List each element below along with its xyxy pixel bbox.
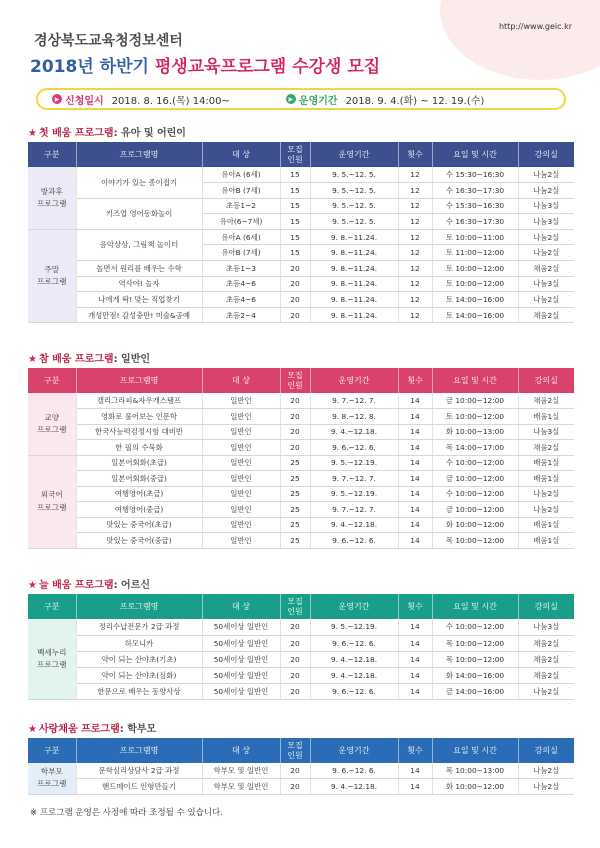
target-cell: 50세이상 일반인: [202, 635, 280, 651]
program-name: 영화로 풀어보는 인문학: [76, 409, 202, 425]
period-cell: 9. 7.~12. 7.: [310, 393, 398, 409]
column-header: 횟수: [398, 142, 432, 167]
column-header: 강의실: [518, 594, 574, 619]
schedule-cell: 수 10:00~12:00: [432, 619, 518, 635]
schedule-cell: 목 10:00~12:00: [432, 533, 518, 549]
target-cell: 일반인: [202, 486, 280, 502]
period-cell: 9. 4.~12.18.: [310, 517, 398, 533]
column-header: 운영기간: [310, 368, 398, 393]
room-cell: 나눔2실: [518, 779, 574, 795]
sessions-cell: 14: [398, 440, 432, 456]
room-cell: 배움1실: [518, 471, 574, 487]
section-audience: : 학부모: [119, 724, 157, 735]
column-header: 구분: [28, 142, 76, 167]
column-header: 구분: [28, 738, 76, 763]
decorative-circle: [440, 0, 600, 80]
program-name: 하모니카: [76, 635, 202, 651]
apply-label: 신청일시: [65, 95, 104, 107]
column-header: 대 상: [202, 368, 280, 393]
room-cell: 나눔3실: [518, 424, 574, 440]
schedule-cell: 토 11:00~12:00: [432, 245, 518, 261]
sessions-cell: 12: [398, 183, 432, 199]
table-row: [28, 455, 574, 471]
capacity-cell: 15: [280, 229, 310, 245]
capacity-cell: 20: [280, 307, 310, 323]
capacity-cell: 15: [280, 245, 310, 261]
room-cell: 나눔2실: [518, 502, 574, 518]
period-cell: 9. 4.~12.18.: [310, 424, 398, 440]
target-cell: 50세이상 일반인: [202, 619, 280, 635]
column-header: 프로그램명: [76, 594, 202, 619]
target-cell: 일반인: [202, 409, 280, 425]
period-cell: 9. 8.~11.24.: [310, 276, 398, 292]
column-header: 운영기간: [310, 594, 398, 619]
room-cell: 나눔2실: [518, 229, 574, 245]
sessions-cell: 12: [398, 214, 432, 230]
table-row: [28, 486, 574, 502]
program-name: 맛있는 중국어(초급): [76, 517, 202, 533]
schedule-cell: 화 10:00~12:00: [432, 517, 518, 533]
room-cell: 채움2실: [518, 440, 574, 456]
sessions-cell: 12: [398, 261, 432, 277]
table-row: [28, 409, 574, 425]
period-cell: 9. 8.~11.24.: [310, 292, 398, 308]
column-header: 요일 및 시간: [432, 738, 518, 763]
capacity-cell: 20: [280, 779, 310, 795]
room-cell: 배움1실: [518, 533, 574, 549]
capacity-cell: 20: [280, 619, 310, 635]
sessions-cell: 14: [398, 667, 432, 683]
column-header: 대 상: [202, 738, 280, 763]
period-cell: 9. 8.~11.24.: [310, 261, 398, 277]
capacity-cell: 20: [280, 667, 310, 683]
star-icon: ★: [28, 128, 37, 139]
room-cell: 나눔3실: [518, 619, 574, 635]
program-table: [28, 738, 574, 795]
room-cell: 채움2실: [518, 393, 574, 409]
period-cell: 9. 6.~12. 6.: [310, 440, 398, 456]
sessions-cell: 12: [398, 307, 432, 323]
website-url: http://www.geic.kr: [498, 22, 572, 31]
schedule-cell: 금 10:00~12:00: [432, 471, 518, 487]
program-name: 문학심리상담사 2급 과정: [76, 763, 202, 779]
section-title: [28, 126, 574, 142]
capacity-cell: 20: [280, 683, 310, 699]
room-cell: 나눔2실: [518, 292, 574, 308]
sessions-cell: 14: [398, 486, 432, 502]
column-header: 대 상: [202, 142, 280, 167]
table-row: [28, 517, 574, 533]
period-cell: 9. 5.~12. 5.: [310, 198, 398, 214]
category-label: 방과후 프로그램: [37, 186, 67, 208]
target-cell: 학부모 및 일반인: [202, 763, 280, 779]
table-row: [28, 533, 574, 549]
table-row: [28, 440, 574, 456]
capacity-cell: 20: [280, 409, 310, 425]
period-cell: 9. 5.~12.19.: [310, 619, 398, 635]
capacity-cell: 15: [280, 214, 310, 230]
capacity-cell: 20: [280, 440, 310, 456]
room-cell: 채움2실: [518, 667, 574, 683]
section-name: 늘 배움 프로그램: [38, 580, 114, 591]
schedule-cell: 목 14:00~17:00: [432, 440, 518, 456]
section-audience: : 일반인: [113, 354, 151, 365]
table-row: [28, 619, 574, 635]
room-cell: 채움2실: [518, 261, 574, 277]
sessions-cell: 12: [398, 292, 432, 308]
period-cell: 9. 8.~11.24.: [310, 245, 398, 261]
section-name: 사랑채움 프로그램: [38, 724, 120, 735]
section-audience: : 어르신: [113, 580, 151, 591]
program-name: 맛있는 중국어(중급): [76, 533, 202, 549]
target-cell: 유아A (6세): [202, 229, 280, 245]
period-cell: 9. 5.~12. 5.: [310, 214, 398, 230]
program-name: 일본어회화(중급): [76, 471, 202, 487]
sessions-cell: 14: [398, 517, 432, 533]
schedule-cell: 토 10:00~12:00: [432, 276, 518, 292]
section-name: 참 배움 프로그램: [38, 354, 114, 365]
capacity-cell: 15: [280, 198, 310, 214]
schedule-cell: 수 16:30~17:30: [432, 214, 518, 230]
sessions-cell: 14: [398, 471, 432, 487]
target-cell: 유아B (7세): [202, 183, 280, 199]
category-cell: [28, 619, 76, 699]
sessions-cell: 14: [398, 651, 432, 667]
play-icon: ▶: [52, 94, 62, 104]
header-row: [28, 738, 574, 763]
header-row: [28, 594, 574, 619]
sessions-cell: 12: [398, 276, 432, 292]
section-title: [28, 722, 574, 738]
column-header: 모집 인원: [280, 142, 310, 167]
sessions-cell: 12: [398, 198, 432, 214]
period-cell: 9. 4.~12.18.: [310, 779, 398, 795]
sessions-cell: 14: [398, 683, 432, 699]
schedule-cell: 수 15:30~16:30: [432, 167, 518, 183]
schedule-cell: 목 10:00~12:00: [432, 635, 518, 651]
sessions-cell: 14: [398, 409, 432, 425]
table-row: [28, 393, 574, 409]
sessions-cell: 14: [398, 619, 432, 635]
section-kids: [28, 126, 574, 323]
period-cell: 9. 7.~12. 7.: [310, 502, 398, 518]
target-cell: 초등4~6: [202, 276, 280, 292]
table-row: [28, 229, 574, 245]
period-cell: 9. 8.~11.24.: [310, 229, 398, 245]
period-cell: 9. 6.~12. 6.: [310, 533, 398, 549]
capacity-cell: 25: [280, 455, 310, 471]
column-header: 횟수: [398, 594, 432, 619]
schedule-cell: 수 15:30~16:30: [432, 198, 518, 214]
capacity-cell: 15: [280, 167, 310, 183]
sessions-cell: 14: [398, 533, 432, 549]
column-header: 운영기간: [310, 142, 398, 167]
page-title: [30, 52, 380, 77]
room-cell: 배움1실: [518, 409, 574, 425]
column-header: 모집 인원: [280, 738, 310, 763]
room-cell: 나눔2실: [518, 683, 574, 699]
capacity-cell: 20: [280, 635, 310, 651]
table-row: [28, 424, 574, 440]
period-label: 운영기간: [298, 95, 338, 107]
target-cell: 일반인: [202, 471, 280, 487]
sessions-cell: 12: [398, 229, 432, 245]
target-cell: 유아(6~7세): [202, 214, 280, 230]
target-cell: 학부모 및 일반인: [202, 779, 280, 795]
star-icon: ★: [28, 580, 37, 591]
program-name: 캘리그라피&자우개스탬프: [76, 393, 202, 409]
room-cell: 채움2실: [518, 651, 574, 667]
table-row: [28, 276, 574, 292]
schedule-cell: 토 10:00~12:00: [432, 261, 518, 277]
header-row: [28, 368, 574, 393]
capacity-cell: 20: [280, 261, 310, 277]
program-name: 약이 되는 산야초(기초): [76, 651, 202, 667]
sessions-cell: 14: [398, 424, 432, 440]
capacity-cell: 20: [280, 292, 310, 308]
table-row: [28, 667, 574, 683]
period-cell: 9. 8.~12. 8.: [310, 409, 398, 425]
schedule-cell: 토 14:00~16:00: [432, 307, 518, 323]
target-cell: 일반인: [202, 533, 280, 549]
room-cell: 나눔2실: [518, 245, 574, 261]
program-table: [28, 142, 574, 323]
table-row: [28, 261, 574, 277]
room-cell: 배움1실: [518, 455, 574, 471]
column-header: 구분: [28, 594, 76, 619]
target-cell: 유아B (7세): [202, 245, 280, 261]
target-cell: 일반인: [202, 502, 280, 518]
column-header: 요일 및 시간: [432, 594, 518, 619]
table-row: [28, 292, 574, 308]
program-name: 키즈업 영어동화놀이: [76, 198, 202, 229]
period-value: 2018. 9. 4.(화) ~ 12. 19.(수): [345, 95, 485, 107]
table-row: [28, 307, 574, 323]
room-cell: 채움2실: [518, 307, 574, 323]
target-cell: 일반인: [202, 424, 280, 440]
apply-info: [52, 92, 230, 107]
category-label: 외국어 프로그램: [37, 490, 67, 512]
period-cell: 9. 8.~11.24.: [310, 307, 398, 323]
section-seniors: [28, 578, 574, 700]
sessions-cell: 14: [398, 763, 432, 779]
schedule-cell: 목 10:00~12:00: [432, 651, 518, 667]
target-cell: 초등2~4: [202, 307, 280, 323]
period-cell: 9. 6.~12. 6.: [310, 763, 398, 779]
sessions-cell: 12: [398, 167, 432, 183]
table-row: [28, 198, 574, 214]
target-cell: 초등1~2: [202, 198, 280, 214]
room-cell: 나눔2실: [518, 763, 574, 779]
column-header: 운영기간: [310, 738, 398, 763]
program-name: 여행영어(중급): [76, 502, 202, 518]
capacity-cell: 20: [280, 393, 310, 409]
title-highlight: 평생교육프로그램 수강생 모집: [154, 57, 381, 77]
capacity-cell: 25: [280, 517, 310, 533]
info-bar: [36, 88, 566, 110]
capacity-cell: 20: [280, 763, 310, 779]
category-label: 주말 프로그램: [37, 265, 67, 287]
sessions-cell: 14: [398, 455, 432, 471]
apply-value: 2018. 8. 16.(목) 14:00~: [111, 95, 230, 107]
program-name: 핸드메이드 인형만들기: [76, 779, 202, 795]
column-header: 요일 및 시간: [432, 368, 518, 393]
program-name: 음악상상, 그림책 놀이터: [76, 229, 202, 260]
target-cell: 50세이상 일반인: [202, 651, 280, 667]
schedule-cell: 토 14:00~16:00: [432, 292, 518, 308]
target-cell: 초등1~3: [202, 261, 280, 277]
schedule-cell: 금 14:00~16:00: [432, 683, 518, 699]
table-row: [28, 683, 574, 699]
capacity-cell: 25: [280, 533, 310, 549]
program-name: 한 필의 수묵화: [76, 440, 202, 456]
category-cell: [28, 229, 76, 323]
column-header: 모집 인원: [280, 368, 310, 393]
organization-name: 경상북도교육청정보센터: [34, 33, 183, 49]
table-row: [28, 471, 574, 487]
program-name: 정리수납전문가 2급 과정: [76, 619, 202, 635]
category-cell: [28, 393, 76, 455]
program-table: [28, 594, 574, 700]
schedule-cell: 금 10:00~12:00: [432, 502, 518, 518]
header-row: [28, 142, 574, 167]
target-cell: 초등4~6: [202, 292, 280, 308]
category-label: 학부모 프로그램: [37, 767, 67, 789]
program-table: [28, 368, 574, 549]
schedule-cell: 화 10:00~13:00: [432, 424, 518, 440]
schedule-cell: 수 10:00~12:00: [432, 455, 518, 471]
period-cell: 9. 4.~12.18.: [310, 651, 398, 667]
program-name: 여행영어(초급): [76, 486, 202, 502]
capacity-cell: 25: [280, 471, 310, 487]
room-cell: 채움2실: [518, 635, 574, 651]
category-cell: [28, 455, 76, 548]
schedule-cell: 토 10:00~11:00: [432, 229, 518, 245]
section-title: [28, 578, 574, 594]
schedule-cell: 화 14:00~16:00: [432, 667, 518, 683]
sessions-cell: 14: [398, 779, 432, 795]
section-adults: [28, 352, 574, 549]
section-name: 첫 배움 프로그램: [38, 128, 114, 139]
schedule-cell: 금 10:00~12:00: [432, 393, 518, 409]
title-year: 2018년 하반기: [30, 57, 155, 77]
program-name: 놀면서 원리를 배우는 수학: [76, 261, 202, 277]
program-name: 일본어회화(초급): [76, 455, 202, 471]
sessions-cell: 14: [398, 393, 432, 409]
category-cell: [28, 167, 76, 229]
section-title: [28, 352, 574, 368]
program-name: 이야기가 있는 종이접기: [76, 167, 202, 198]
program-name: 한국사능력검정시험 대비반: [76, 424, 202, 440]
table-row: [28, 779, 574, 795]
section-parents: [28, 722, 574, 795]
capacity-cell: 20: [280, 651, 310, 667]
room-cell: 나눔3실: [518, 198, 574, 214]
room-cell: 나눔3실: [518, 276, 574, 292]
table-row: [28, 167, 574, 183]
period-cell: 9. 7.~12. 7.: [310, 471, 398, 487]
column-header: 강의실: [518, 738, 574, 763]
column-header: 강의실: [518, 142, 574, 167]
room-cell: 나눔3실: [518, 214, 574, 230]
program-name: 약이 되는 산야초(심화): [76, 667, 202, 683]
room-cell: 배움1실: [518, 517, 574, 533]
schedule-cell: 토 10:00~12:00: [432, 409, 518, 425]
target-cell: 50세이상 일반인: [202, 683, 280, 699]
category-label: 백세누리 프로그램: [37, 647, 67, 669]
program-name: 나에게 딱! 맞는 직업찾기: [76, 292, 202, 308]
room-cell: 나눔2실: [518, 486, 574, 502]
schedule-cell: 화 10:00~12:00: [432, 779, 518, 795]
period-cell: 9. 6.~12. 6.: [310, 635, 398, 651]
table-row: [28, 763, 574, 779]
column-header: 강의실: [518, 368, 574, 393]
column-header: 요일 및 시간: [432, 142, 518, 167]
column-header: 대 상: [202, 594, 280, 619]
period-cell: 9. 5.~12. 5.: [310, 167, 398, 183]
column-header: 횟수: [398, 368, 432, 393]
target-cell: 일반인: [202, 393, 280, 409]
category-label: 교양 프로그램: [37, 412, 67, 434]
period-info: [286, 92, 484, 107]
program-name: 역사야! 놀자: [76, 276, 202, 292]
period-cell: 9. 6.~12. 6.: [310, 683, 398, 699]
target-cell: 일반인: [202, 440, 280, 456]
schedule-cell: 수 10:00~12:00: [432, 486, 518, 502]
capacity-cell: 20: [280, 276, 310, 292]
sessions-cell: 12: [398, 245, 432, 261]
column-header: 구분: [28, 368, 76, 393]
period-cell: 9. 5.~12.19.: [310, 486, 398, 502]
target-cell: 일반인: [202, 517, 280, 533]
section-audience: : 유아 및 어린이: [113, 128, 186, 139]
column-header: 프로그램명: [76, 142, 202, 167]
period-cell: 9. 5.~12. 5.: [310, 183, 398, 199]
table-row: [28, 651, 574, 667]
sessions-cell: 14: [398, 502, 432, 518]
period-cell: 9. 5.~12.19.: [310, 455, 398, 471]
program-name: 한문으로 배우는 동양사상: [76, 683, 202, 699]
room-cell: 나눔2실: [518, 183, 574, 199]
schedule-cell: 수 16:30~17:30: [432, 183, 518, 199]
capacity-cell: 25: [280, 502, 310, 518]
column-header: 횟수: [398, 738, 432, 763]
play-icon: ▶: [286, 94, 296, 104]
footnote: ※ 프로그램 운영은 사정에 따라 조정될 수 있습니다.: [30, 808, 223, 818]
capacity-cell: 20: [280, 424, 310, 440]
category-cell: [28, 763, 76, 794]
capacity-cell: 25: [280, 486, 310, 502]
column-header: 프로그램명: [76, 738, 202, 763]
column-header: 프로그램명: [76, 368, 202, 393]
star-icon: ★: [28, 724, 37, 735]
table-row: [28, 502, 574, 518]
star-icon: ★: [28, 354, 37, 365]
program-name: 개성만점! 감성충만! 미술&공예: [76, 307, 202, 323]
target-cell: 유아A (6세): [202, 167, 280, 183]
column-header: 모집 인원: [280, 594, 310, 619]
sessions-cell: 14: [398, 635, 432, 651]
target-cell: 50세이상 일반인: [202, 667, 280, 683]
room-cell: 나눔2실: [518, 167, 574, 183]
capacity-cell: 15: [280, 183, 310, 199]
target-cell: 일반인: [202, 455, 280, 471]
period-cell: 9. 4.~12.18.: [310, 667, 398, 683]
table-row: [28, 635, 574, 651]
schedule-cell: 목 10:00~13:00: [432, 763, 518, 779]
